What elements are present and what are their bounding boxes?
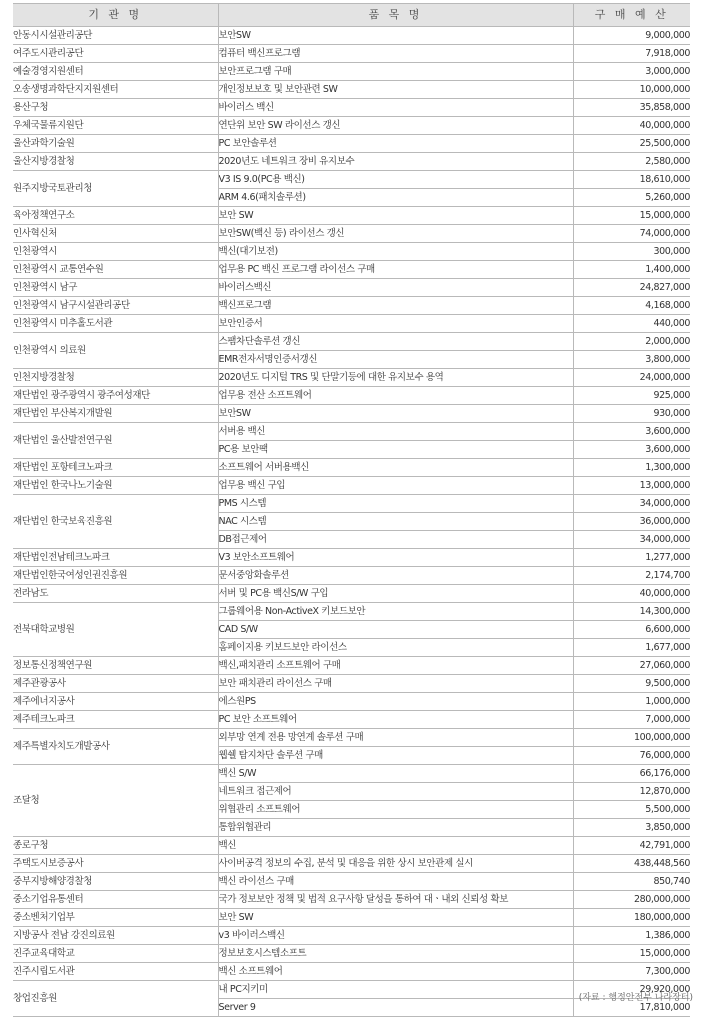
budget-cell: 1,386,000 bbox=[573, 927, 690, 945]
item-cell: 에스원PS bbox=[218, 693, 573, 711]
table-row bbox=[13, 909, 690, 927]
budget-cell: 9,500,000 bbox=[573, 675, 690, 693]
item-cell: 개인정보보호 및 보안관련 SW bbox=[218, 81, 573, 99]
agency-cell: 원주지방국토관리청 bbox=[13, 171, 218, 207]
agency-cell: 종로구청 bbox=[13, 837, 218, 855]
budget-cell: 35,858,000 bbox=[573, 99, 690, 117]
budget-cell: 29,920,000 bbox=[573, 981, 690, 999]
table-row bbox=[13, 261, 690, 279]
budget-cell: 850,740 bbox=[573, 873, 690, 891]
agency-cell: 인사혁신처 bbox=[13, 225, 218, 243]
item-cell: 업무용 백신 구입 bbox=[218, 477, 573, 495]
budget-cell: 13,000,000 bbox=[573, 477, 690, 495]
source-note: (자료 : 행정안전부 나라장터) bbox=[578, 993, 693, 1003]
budget-cell: 76,000,000 bbox=[573, 747, 690, 765]
table-row bbox=[13, 225, 690, 243]
agency-cell: 재단법인전남테크노파크 bbox=[13, 549, 218, 567]
budget-cell: 3,600,000 bbox=[573, 423, 690, 441]
item-cell: 통합위협관리 bbox=[218, 819, 573, 837]
budget-cell: 440,000 bbox=[573, 315, 690, 333]
item-cell: 웹쉘 탐지차단 솔루션 구매 bbox=[218, 747, 573, 765]
item-cell: 소프트웨어 서버용백신 bbox=[218, 459, 573, 477]
agency-cell: 제주관광공사 bbox=[13, 675, 218, 693]
agency-cell: 우체국물류지원단 bbox=[13, 117, 218, 135]
budget-cell: 3,600,000 bbox=[573, 441, 690, 459]
item-cell: 정보보호시스템소프트 bbox=[218, 945, 573, 963]
budget-cell: 36,000,000 bbox=[573, 513, 690, 531]
budget-cell: 300,000 bbox=[573, 243, 690, 261]
budget-cell: 2,174,700 bbox=[573, 567, 690, 585]
item-cell: 백신 소프트웨어 bbox=[218, 963, 573, 981]
item-cell: 2020년도 디지털 TRS 및 단말기등에 대한 유지보수 용역 bbox=[218, 369, 573, 387]
budget-cell: 9,000,000 bbox=[573, 27, 690, 45]
agency-cell: 전북대학교병원 bbox=[13, 603, 218, 657]
budget-cell: 66,176,000 bbox=[573, 765, 690, 783]
budget-cell: 930,000 bbox=[573, 405, 690, 423]
agency-cell: 인천광역시 의료원 bbox=[13, 333, 218, 369]
table-row bbox=[13, 81, 690, 99]
header-agency: 기 관 명 bbox=[13, 4, 218, 27]
agency-cell: 주택도시보증공사 bbox=[13, 855, 218, 873]
budget-cell: 12,870,000 bbox=[573, 783, 690, 801]
table-row bbox=[13, 459, 690, 477]
agency-cell: 전라남도 bbox=[13, 585, 218, 603]
agency-cell: 인천광역시 미추홀도서관 bbox=[13, 315, 218, 333]
item-cell: Server 9 bbox=[218, 999, 573, 1017]
agency-cell: 울산과학기술원 bbox=[13, 135, 218, 153]
table-row bbox=[13, 657, 690, 675]
table-row bbox=[13, 369, 690, 387]
item-cell: 스팸차단솔루션 갱신 bbox=[218, 333, 573, 351]
item-cell: 외부망 연계 전용 망연계 솔루션 구매 bbox=[218, 729, 573, 747]
table-row bbox=[13, 315, 690, 333]
table-row bbox=[13, 297, 690, 315]
budget-cell: 1,000,000 bbox=[573, 693, 690, 711]
budget-cell: 4,168,000 bbox=[573, 297, 690, 315]
budget-cell: 3,800,000 bbox=[573, 351, 690, 369]
table-row bbox=[13, 963, 690, 981]
table-row bbox=[13, 927, 690, 945]
table-row bbox=[13, 567, 690, 585]
table-row bbox=[13, 279, 690, 297]
table-row bbox=[13, 117, 690, 135]
budget-cell: 2,000,000 bbox=[573, 333, 690, 351]
item-cell: 백신 bbox=[218, 837, 573, 855]
agency-cell: 지방공사 전남 강진의료원 bbox=[13, 927, 218, 945]
item-cell: 보안SW bbox=[218, 405, 573, 423]
agency-cell: 안동시시설관리공단 bbox=[13, 27, 218, 45]
budget-cell: 15,000,000 bbox=[573, 207, 690, 225]
agency-cell: 중소기업유통센터 bbox=[13, 891, 218, 909]
item-cell: 보안SW bbox=[218, 27, 573, 45]
agency-cell: 제주테크노파크 bbox=[13, 711, 218, 729]
budget-cell: 438,448,560 bbox=[573, 855, 690, 873]
budget-cell: 25,500,000 bbox=[573, 135, 690, 153]
agency-cell: 재단법인 한국보육진흥원 bbox=[13, 495, 218, 549]
budget-cell: 34,000,000 bbox=[573, 495, 690, 513]
budget-cell: 1,400,000 bbox=[573, 261, 690, 279]
budget-cell: 2,580,000 bbox=[573, 153, 690, 171]
budget-cell: 1,677,000 bbox=[573, 639, 690, 657]
item-cell: 홈페이지용 키보드보안 라이선스 bbox=[218, 639, 573, 657]
table-row bbox=[13, 945, 690, 963]
agency-cell: 여주도시관리공단 bbox=[13, 45, 218, 63]
agency-cell: 중부지방해양경찰청 bbox=[13, 873, 218, 891]
agency-cell: 인천광역시 남구시설관리공단 bbox=[13, 297, 218, 315]
table-row bbox=[13, 387, 690, 405]
budget-cell: 15,000,000 bbox=[573, 945, 690, 963]
header-row bbox=[13, 4, 690, 27]
budget-cell: 5,260,000 bbox=[573, 189, 690, 207]
agency-cell: 제주특별자치도개발공사 bbox=[13, 729, 218, 765]
item-cell: V3 IS 9.0(PC용 백신) bbox=[218, 171, 573, 189]
agency-cell: 재단법인 울산발전연구원 bbox=[13, 423, 218, 459]
table-row bbox=[13, 585, 690, 603]
budget-cell: 40,000,000 bbox=[573, 585, 690, 603]
budget-cell: 18,610,000 bbox=[573, 171, 690, 189]
budget-cell: 17,810,000 bbox=[573, 999, 690, 1017]
table-row bbox=[13, 171, 690, 189]
item-cell: 보안인증서 bbox=[218, 315, 573, 333]
agency-cell: 조달청 bbox=[13, 765, 218, 837]
item-cell: 보안 SW bbox=[218, 909, 573, 927]
budget-cell: 34,000,000 bbox=[573, 531, 690, 549]
item-cell: EMR전자서명인증서갱신 bbox=[218, 351, 573, 369]
budget-cell: 10,000,000 bbox=[573, 81, 690, 99]
table-row bbox=[13, 477, 690, 495]
item-cell: 백신(대기보전) bbox=[218, 243, 573, 261]
budget-table bbox=[13, 3, 690, 1017]
table-row bbox=[13, 711, 690, 729]
agency-cell: 재단법인한국여성인권진흥원 bbox=[13, 567, 218, 585]
table-row bbox=[13, 549, 690, 567]
budget-cell: 40,000,000 bbox=[573, 117, 690, 135]
item-cell: 네트워크 접근제어 bbox=[218, 783, 573, 801]
item-cell: 백신 라이선스 구매 bbox=[218, 873, 573, 891]
item-cell: PC용 보안팩 bbox=[218, 441, 573, 459]
item-cell: 2020년도 네트워크 장비 유지보수 bbox=[218, 153, 573, 171]
table-body bbox=[13, 27, 690, 1017]
item-cell: PMS 시스템 bbox=[218, 495, 573, 513]
item-cell: 연단위 보안 SW 라이선스 갱신 bbox=[218, 117, 573, 135]
agency-cell: 창업진흥원 bbox=[13, 981, 218, 1017]
agency-cell: 정보통신정책연구원 bbox=[13, 657, 218, 675]
table-row bbox=[13, 729, 690, 747]
item-cell: 사이버공격 정보의 수집, 분석 및 대응을 위한 상시 보안관제 실시 bbox=[218, 855, 573, 873]
table-row bbox=[13, 891, 690, 909]
item-cell: 보안프로그램 구매 bbox=[218, 63, 573, 81]
table-row bbox=[13, 423, 690, 441]
agency-cell: 인천광역시 교통연수원 bbox=[13, 261, 218, 279]
item-cell: 바이러스백신 bbox=[218, 279, 573, 297]
table-row bbox=[13, 675, 690, 693]
item-cell: 서버용 백신 bbox=[218, 423, 573, 441]
budget-cell: 5,500,000 bbox=[573, 801, 690, 819]
item-cell: 서버 및 PC용 백신S/W 구입 bbox=[218, 585, 573, 603]
budget-cell: 3,000,000 bbox=[573, 63, 690, 81]
budget-cell: 925,000 bbox=[573, 387, 690, 405]
budget-cell: 7,300,000 bbox=[573, 963, 690, 981]
agency-cell: 육아정책연구소 bbox=[13, 207, 218, 225]
item-cell: 위협관리 소프트웨어 bbox=[218, 801, 573, 819]
item-cell: PC 보안솔루션 bbox=[218, 135, 573, 153]
budget-cell: 180,000,000 bbox=[573, 909, 690, 927]
item-cell: 내 PC지키미 bbox=[218, 981, 573, 999]
budget-cell: 6,600,000 bbox=[573, 621, 690, 639]
item-cell: 백신,패치관리 소프트웨어 구매 bbox=[218, 657, 573, 675]
item-cell: 국가 정보보안 정책 및 법적 요구사항 달성을 통하여 대ㆍ내외 신뢰성 확보 bbox=[218, 891, 573, 909]
item-cell: 문서중앙화솔루션 bbox=[218, 567, 573, 585]
table-row bbox=[13, 63, 690, 81]
item-cell: 그룹웨어용 Non-ActiveX 키보드보안 bbox=[218, 603, 573, 621]
agency-cell: 인천광역시 bbox=[13, 243, 218, 261]
item-cell: ARM 4.6(패치솔루션) bbox=[218, 189, 573, 207]
agency-cell: 예술경영지원센터 bbox=[13, 63, 218, 81]
budget-cell: 7,918,000 bbox=[573, 45, 690, 63]
item-cell: CAD S/W bbox=[218, 621, 573, 639]
table-row bbox=[13, 765, 690, 783]
item-cell: PC 보안 소프트웨어 bbox=[218, 711, 573, 729]
header-item: 품 목 명 bbox=[218, 4, 573, 27]
item-cell: NAC 시스템 bbox=[218, 513, 573, 531]
agency-cell: 재단법인 부산복지개발원 bbox=[13, 405, 218, 423]
item-cell: 백신프로그램 bbox=[218, 297, 573, 315]
header-budget: 구 매 예 산 bbox=[573, 4, 690, 27]
budget-cell: 24,000,000 bbox=[573, 369, 690, 387]
agency-cell: 재단법인 광주광역시 광주여성재단 bbox=[13, 387, 218, 405]
budget-cell: 42,791,000 bbox=[573, 837, 690, 855]
table-row bbox=[13, 693, 690, 711]
budget-cell: 74,000,000 bbox=[573, 225, 690, 243]
table-row bbox=[13, 495, 690, 513]
table-row bbox=[13, 135, 690, 153]
table-row bbox=[13, 99, 690, 117]
agency-cell: 재단법인 한국나노기술원 bbox=[13, 477, 218, 495]
item-cell: 업무용 PC 백신 프로그램 라이선스 구매 bbox=[218, 261, 573, 279]
budget-cell: 280,000,000 bbox=[573, 891, 690, 909]
agency-cell: 오송생명과학단지지원센터 bbox=[13, 81, 218, 99]
table-row bbox=[13, 27, 690, 45]
table-row bbox=[13, 333, 690, 351]
agency-cell: 용산구청 bbox=[13, 99, 218, 117]
budget-cell: 3,850,000 bbox=[573, 819, 690, 837]
budget-cell: 1,300,000 bbox=[573, 459, 690, 477]
table-row bbox=[13, 603, 690, 621]
table-row bbox=[13, 873, 690, 891]
table-row bbox=[13, 855, 690, 873]
agency-cell: 재단법인 포항테크노파크 bbox=[13, 459, 218, 477]
item-cell: 업무용 전산 소프트웨어 bbox=[218, 387, 573, 405]
agency-cell: 제주에너지공사 bbox=[13, 693, 218, 711]
budget-cell: 1,277,000 bbox=[573, 549, 690, 567]
agency-cell: 진주시립도서관 bbox=[13, 963, 218, 981]
item-cell: 바이러스 백신 bbox=[218, 99, 573, 117]
item-cell: 보안 패치관리 라이선스 구매 bbox=[218, 675, 573, 693]
table-row bbox=[13, 837, 690, 855]
item-cell: 컴퓨터 백신프로그램 bbox=[218, 45, 573, 63]
budget-cell: 27,060,000 bbox=[573, 657, 690, 675]
table-row bbox=[13, 207, 690, 225]
item-cell: 보안 SW bbox=[218, 207, 573, 225]
item-cell: 보안SW(백신 등) 라이선스 갱신 bbox=[218, 225, 573, 243]
agency-cell: 진주교육대학교 bbox=[13, 945, 218, 963]
budget-cell: 24,827,000 bbox=[573, 279, 690, 297]
item-cell: v3 바이러스백신 bbox=[218, 927, 573, 945]
budget-cell: 100,000,000 bbox=[573, 729, 690, 747]
budget-cell: 14,300,000 bbox=[573, 603, 690, 621]
table-row bbox=[13, 243, 690, 261]
item-cell: 백신 S/W bbox=[218, 765, 573, 783]
item-cell: V3 보안소프트웨어 bbox=[218, 549, 573, 567]
table-row bbox=[13, 405, 690, 423]
table-row bbox=[13, 45, 690, 63]
agency-cell: 중소벤처기업부 bbox=[13, 909, 218, 927]
table-row bbox=[13, 153, 690, 171]
agency-cell: 울산지방경찰청 bbox=[13, 153, 218, 171]
agency-cell: 인천지방경찰청 bbox=[13, 369, 218, 387]
item-cell: DB접근제어 bbox=[218, 531, 573, 549]
agency-cell: 인천광역시 남구 bbox=[13, 279, 218, 297]
budget-cell: 7,000,000 bbox=[573, 711, 690, 729]
